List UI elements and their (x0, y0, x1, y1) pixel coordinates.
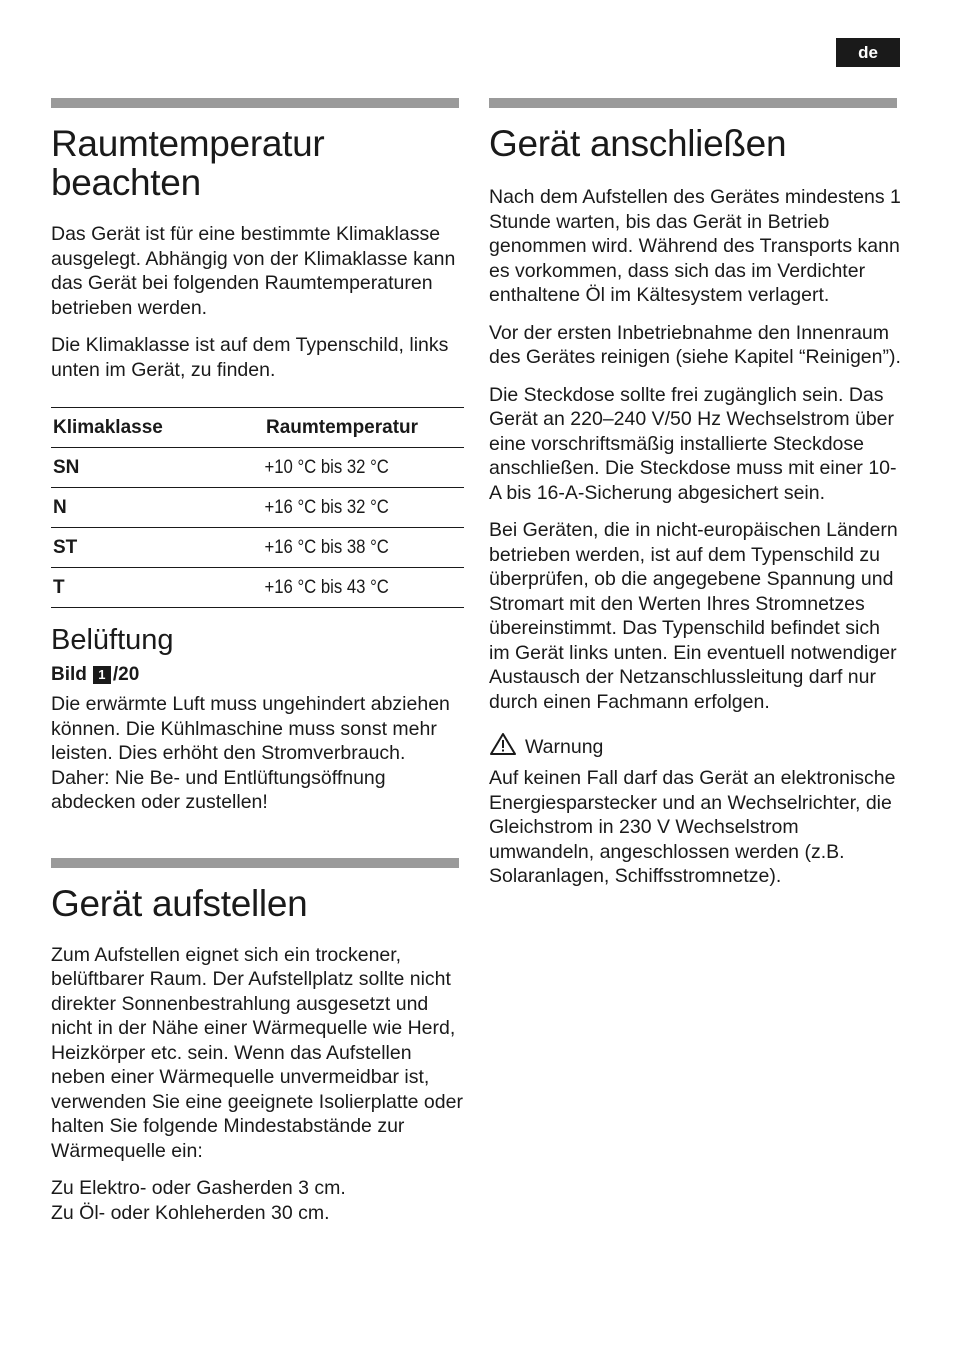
warning-label: Warnung (525, 735, 604, 758)
table-cell-klasse: SN (51, 448, 253, 488)
table-row (51, 528, 464, 568)
figure-reference (51, 664, 463, 686)
table-cell-klasse: N (51, 488, 253, 528)
table-row (51, 488, 464, 528)
section-geraet-aufstellen (51, 858, 463, 1226)
title-line-1: Raumtemperatur (51, 123, 325, 164)
distance-line-elektro: Zu Elektro- oder Gasherden 3 cm. (51, 1177, 346, 1199)
column-header-klimaklasse: Klimaklasse (51, 408, 253, 448)
table-cell-temp: +16 °C bis 32 °C (253, 488, 439, 528)
section-title-anschliessen: Gerät anschließen (489, 123, 787, 164)
climate-class-table (51, 407, 464, 608)
paragraph: Die erwärmte Luft muss ungehindert abziehen können. Die Kühlmaschine muss sonst mehr leisten. Dies erhöht den Stromverbrauch. (51, 693, 450, 764)
subsection-title-belueftung: Belüftung (51, 624, 174, 656)
section-divider-bar (51, 98, 459, 108)
paragraph: Nach dem Aufstellen des Gerätes mindestens 1 Stunde warten, bis das Gerät in Betrieb genommen wird. Während des Transports kann es vorkommen, dass sich das im Verdichter enthaltene Öl im Kältesystem verlagert. (489, 186, 901, 306)
language-tag: de (836, 38, 900, 67)
section-title-aufstellen: Gerät aufstellen (51, 882, 308, 924)
table-cell-temp: +16 °C bis 43 °C (253, 568, 439, 608)
table-cell-temp: +10 °C bis 32 °C (253, 448, 439, 488)
warning-triangle-icon (489, 732, 525, 762)
distance-line-oel: Zu Öl- oder Kohleherden 30 cm. (51, 1201, 330, 1224)
table-row (51, 568, 464, 608)
warning-paragraph: Auf keinen Fall darf das Gerät an elektronische Energiesparstecker und an Wechselrichter, die Gleichstrom in 230 V Wechselstrom umwandeln, angeschlossen werden (z.B. Solaranlagen, Schiffsstromnetze). (489, 767, 896, 887)
paragraph: Die Klimaklasse ist auf dem Typenschild, links unten im Gerät, zu finden. (51, 334, 449, 381)
paragraph: Daher: Nie Be- und Entlüftungsöffnung abdecken oder zustellen! (51, 766, 386, 813)
paragraph: Die Steckdose sollte frei zugänglich sein. Das Gerät an 220–240 V/50 Hz Wechselstrom über eine vorschriftsmäßig installierte Steckdose anschließen. Die Steckdose muss mit einer 10-A bis 16-A-Sicherung abgesichert sein. (489, 383, 897, 504)
title-line-2: beachten (51, 162, 201, 203)
section-title-raumtemperatur (51, 124, 463, 202)
right-column (489, 98, 904, 902)
paragraph: Das Gerät ist für eine bestimmte Klimaklasse ausgelegt. Abhängig von der Klimaklasse kann das Gerät bei folgenden Raumtemperaturen betrieben werden. (51, 223, 456, 319)
paragraph: Bei Geräten, die in nicht-europäischen Ländern betrieben werden, ist auf dem Typenschild zu überprüfen, ob die angegebene Spannung und Stromart mit den Werten Ihres Stromnetzes übereinstimmt. Das Typenschild befindet sich im Gerät links unten. Ein eventuell notwendiger Austausch der Netzanschlussleitung darf nur durch einen Fachmann erfolgen. (489, 519, 898, 713)
figure-number-badge: 1 (93, 666, 111, 684)
paragraph: Vor der ersten Inbetriebnahme den Innenraum des Gerätes reinigen (siehe Kapitel “Reinigen”). (489, 321, 901, 368)
table-row (51, 448, 464, 488)
figure-ref-prefix: Bild (51, 664, 87, 685)
paragraph (51, 1176, 463, 1225)
table-cell-temp: +16 °C bis 38 °C (253, 528, 439, 568)
section-divider-bar (51, 858, 459, 868)
table-header-row (51, 408, 464, 448)
table-cell-klasse: T (51, 568, 253, 608)
table-cell-klasse: ST (51, 528, 253, 568)
figure-ref-page: /20 (112, 664, 140, 685)
column-header-raumtemperatur: Raumtemperatur (253, 408, 464, 448)
left-column (51, 98, 463, 1225)
warning-heading (489, 732, 904, 762)
paragraph: Zum Aufstellen eignet sich ein trockener, belüftbarer Raum. Der Aufstellplatz sollte nicht direkter Sonnenbestrahlung ausgesetzt und nicht in der Nähe einer Wärmequelle wie Herd, Heizkörper etc. sein. Wenn das Aufstellen neben einer Wärmequelle unvermeidbar ist, verwenden Sie eine geeignete Isolierplatte oder halten Sie folgende Mindestabstände zur Wärmequelle ein: (51, 943, 463, 1162)
section-divider-bar (489, 98, 897, 108)
